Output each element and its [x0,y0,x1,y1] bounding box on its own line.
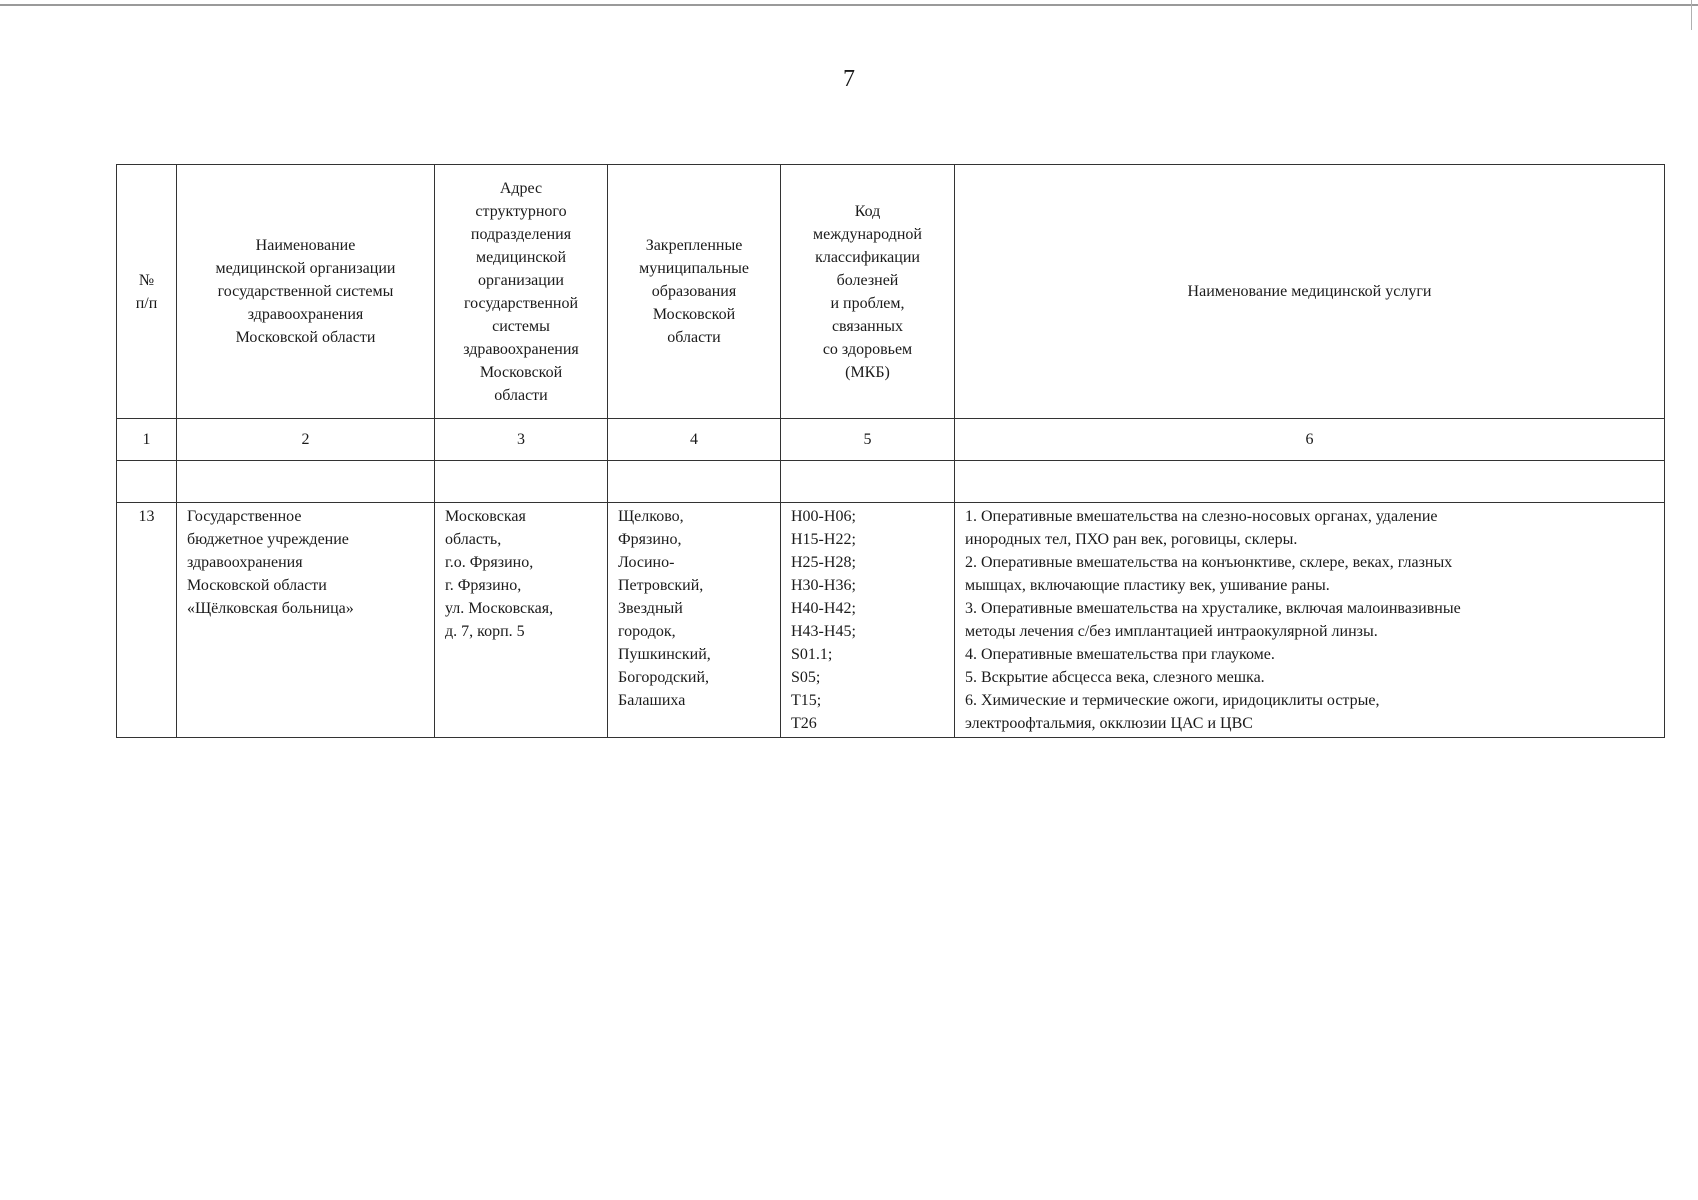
cell-line: Государственное [187,508,302,525]
table-row [117,503,1665,738]
cell-line: H15-H22; [791,531,856,548]
header-text: со здоровьем [822,340,913,358]
column-number: 4 [608,419,781,461]
header-text: Код [854,202,881,220]
address-cell [435,503,608,738]
cell-line: бюджетное учреждение [187,531,349,548]
cell-line: T26 [791,715,817,732]
empty-cell [435,461,608,503]
header-text: международной [813,225,922,243]
header-row [117,165,1665,419]
cell-line: H00-H06; [791,508,856,525]
header-text: № [138,271,155,289]
column-number: 3 [435,419,608,461]
services-cell [955,503,1665,738]
header-text: Московской [652,306,736,323]
cell-line: Лосино- [618,554,675,571]
header-number [117,165,177,419]
cell-line: область, [445,531,502,548]
header-text: (МКБ) [845,363,890,381]
cell-line: «Щёлковская больница» [187,600,354,617]
cell-line: мышцах, включающие пластику век, ушивание раны. [965,577,1330,594]
header-text: медицинской организации [215,260,396,277]
header-text: и проблем, [830,294,905,312]
header-service [955,165,1665,419]
header-text: здравоохранения [247,306,364,323]
cell-line: методы лечения с/без имплантацией интраокулярной линзы. [965,623,1378,640]
header-text: Адрес [499,179,543,197]
scan-edge-right [1691,0,1692,30]
cell-line: T15; [791,692,822,709]
column-numbers-row [117,419,1665,461]
cell-line: 4. Оперативные вмешательства при глаукоме. [965,646,1275,663]
icd-codes-cell [781,503,955,738]
header-text: здравоохранения [463,340,579,358]
header-text: образования [651,283,737,300]
cell-line: ул. Московская, [445,600,554,617]
cell-line: 2. Оперативные вмешательства на конъюнктиве, склере, веках, глазных [965,554,1453,571]
cell-line: Щелково, [618,508,684,525]
cell-line: H43-H45; [791,623,856,640]
cell-line: д. 7, корп. 5 [445,623,525,640]
header-icd-code [781,165,955,419]
header-text: подразделения [470,225,572,243]
header-municipalities [608,165,781,419]
empty-cell [117,461,177,503]
column-number: 2 [177,419,435,461]
header-text: государственной [463,294,579,312]
cell-line: 1. Оперативные вмешательства на слезно-носовых органах, удаление [965,508,1438,525]
column-number: 5 [781,419,955,461]
organization-cell [177,503,435,738]
header-text: организации [478,271,564,289]
header-text: области [667,329,721,346]
cell-line: Петровский, [618,577,704,594]
empty-cell [955,461,1665,503]
cell-line: Богородский, [618,669,710,686]
header-text: Наименование медицинской услуги [1187,283,1432,300]
cell-line: Пушкинский, [618,646,711,663]
cell-line: городок, [618,623,676,640]
services-table [116,164,1665,738]
cell-line: H40-H42; [791,600,856,617]
scan-edge-top [0,4,1698,6]
header-text: Наименование [255,237,356,254]
header-text: медицинской [475,248,567,266]
cell-line: г. Фрязино, [445,577,522,594]
header-text: муниципальные [639,260,749,277]
header-text: структурного [475,202,567,220]
cell-line: Московская [445,508,526,525]
header-text: классификации [815,248,920,266]
cell-line: инородных тел, ПХО ран век, роговицы, склеры. [965,531,1298,548]
empty-cell [177,461,435,503]
cell-line: H25-H28; [791,554,856,571]
column-number: 1 [117,419,177,461]
cell-line: Балашиха [618,692,686,709]
row-number: 13 [117,503,177,738]
cell-line: 3. Оперативные вмешательства на хрусталике, включая малоинвазивные [965,600,1461,617]
empty-row [117,461,1665,503]
empty-cell [608,461,781,503]
header-text: связанных [831,317,904,335]
cell-line: г.о. Фрязино, [445,554,534,571]
header-organization [177,165,435,419]
cell-line: Фрязино, [618,531,682,548]
header-text: Московской области [235,329,376,346]
header-text: п/п [135,294,158,312]
cell-line: Московской области [187,577,327,594]
header-text: Закрепленные [645,237,743,254]
cell-line: Звездный [618,600,683,617]
municipalities-cell [608,503,781,738]
cell-line: электроофтальмия, окклюзии ЦАС и ЦВС [965,715,1253,732]
header-text: системы [492,317,550,335]
cell-line: 5. Вскрытие абсцесса века, слезного мешка. [965,669,1265,686]
cell-line: 6. Химические и термические ожоги, иридоциклиты острые, [965,692,1380,709]
header-text: Московской [479,363,563,381]
cell-line: S01.1; [791,646,833,663]
header-text: области [494,386,548,404]
page-number: 7 [843,66,855,92]
column-number: 6 [955,419,1665,461]
empty-cell [781,461,955,503]
cell-line: S05; [791,669,821,686]
cell-line: H30-H36; [791,577,856,594]
header-address [435,165,608,419]
cell-line: здравоохранения [187,554,303,571]
header-text: болезней [836,271,899,289]
header-text: государственной системы [217,283,394,300]
